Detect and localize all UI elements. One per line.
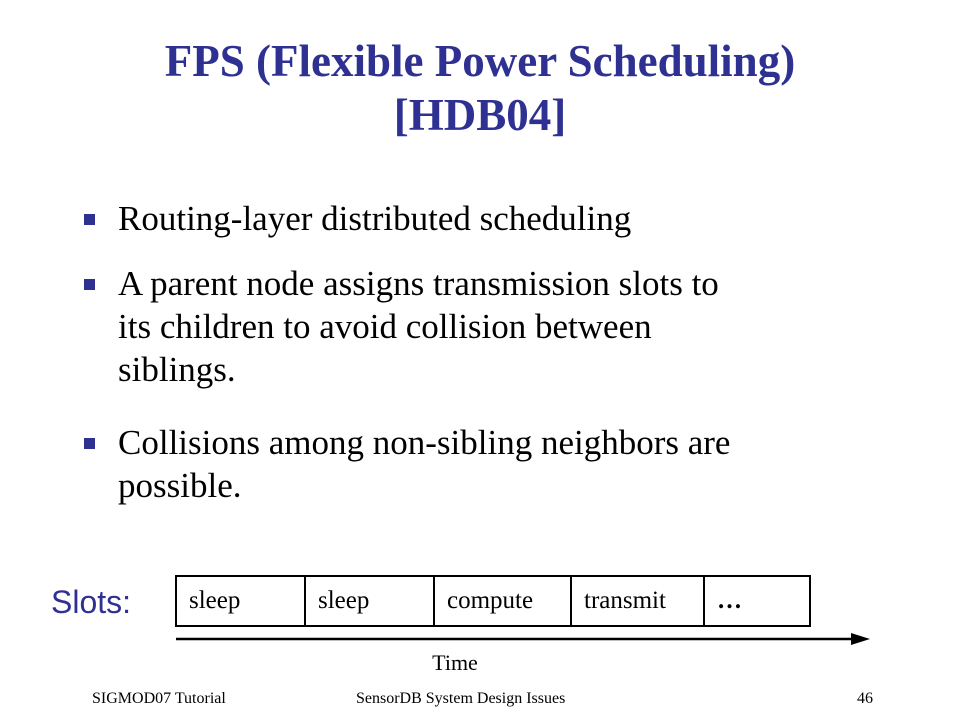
bullet-text-line: possible. [118, 466, 242, 505]
slide-title-line-1: FPS (Flexible Power Scheduling) [164, 36, 796, 86]
page-number: 46 [857, 690, 873, 707]
slot-cell-sleep-2: sleep [306, 577, 435, 625]
bullet-text-line: Collisions among non-sibling neighbors are [118, 423, 731, 462]
slot-cell-ellipsis: … [717, 587, 742, 614]
time-axis-label: Time [432, 650, 478, 675]
slot-cell-transmit: transmit [572, 577, 705, 625]
bullet-text-line: Routing-layer distributed scheduling [118, 199, 632, 238]
footer-center-text: SensorDB System Design Issues [356, 690, 566, 707]
bullet-text-line: its children to avoid collision between [118, 307, 652, 346]
slot-cell-compute: compute [435, 577, 572, 625]
slide-title-line-2: [HDB04] [393, 90, 567, 140]
bullet-text-line: A parent node assigns transmission slots to [118, 264, 719, 303]
slot-cell-sleep-1: sleep [177, 577, 306, 625]
bullet-text-line: siblings. [118, 350, 236, 389]
footer-left-text: SIGMOD07 Tutorial [92, 690, 226, 707]
slots-label: Slots: [51, 584, 132, 620]
time-axis-arrowhead-icon [851, 633, 870, 645]
